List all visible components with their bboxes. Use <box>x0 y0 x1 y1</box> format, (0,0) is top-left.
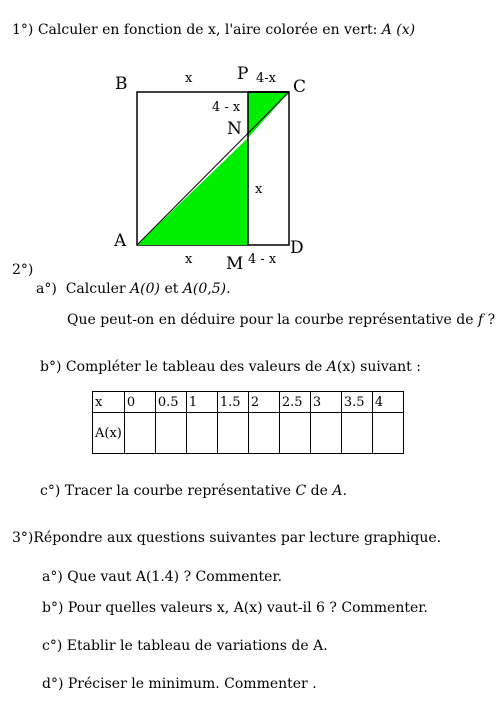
table-empty-cell[interactable] <box>155 413 186 454</box>
question-2a-expr2: A(0,5). <box>182 281 231 297</box>
table-header-cell: 1.5 <box>217 392 248 413</box>
question-2b-expr2: (x) suivant : <box>336 359 421 375</box>
question-3c <box>42 638 328 654</box>
dim-bottom-x: x <box>185 252 193 267</box>
question-2c-a: A. <box>332 483 347 499</box>
green-region-pcn <box>248 92 289 138</box>
question-3-text: Répondre aux questions suivantes par lecture graphique. <box>33 530 442 546</box>
dim-top-x: x <box>185 71 193 86</box>
label-d: D <box>290 238 304 258</box>
label-b: B <box>115 74 128 94</box>
question-3d-text: Préciser le minimum. Commenter . <box>67 676 317 692</box>
question-1-number: 1°) <box>12 22 34 38</box>
table-empty-cell[interactable] <box>310 413 341 454</box>
question-2b-expr: A <box>326 359 337 375</box>
question-2c-text: Tracer la courbe représentative <box>64 483 292 499</box>
question-3a <box>42 569 282 585</box>
values-table-ax-row <box>93 413 404 454</box>
question-2a-f: f <box>477 312 484 328</box>
label-a: A <box>114 231 127 251</box>
question-2-number: 2°) <box>12 262 34 278</box>
table-empty-cell[interactable] <box>186 413 217 454</box>
label-c: C <box>293 77 307 97</box>
question-3b <box>42 600 428 616</box>
question-3 <box>12 530 441 546</box>
table-header-cell: x <box>93 392 125 413</box>
table-header-cell: 2.5 <box>279 392 310 413</box>
dim-top-4x: 4-x <box>256 71 276 86</box>
question-2c-curve: C <box>295 483 307 499</box>
question-3c-text: Etablir le tableau de variations de A. <box>66 638 328 654</box>
question-2a-followup <box>67 312 495 328</box>
question-3c-label: c°) <box>42 638 63 654</box>
table-row-label: A(x) <box>93 413 125 454</box>
question-3b-text: Pour quelles valeurs x, A(x) vaut-il 6 ? Commenter. <box>67 600 428 616</box>
question-2a-expr1: A(0) <box>130 281 160 297</box>
values-table-header-row <box>93 392 404 413</box>
values-table <box>92 391 404 454</box>
table-empty-cell[interactable] <box>279 413 310 454</box>
table-header-cell: 2 <box>248 392 279 413</box>
question-2a-and: et <box>164 281 179 297</box>
table-header-cell: 1 <box>186 392 217 413</box>
label-n: N <box>227 119 242 139</box>
dim-right-x: x <box>255 182 263 197</box>
question-2a-label: a°) <box>36 281 57 297</box>
label-p: P <box>237 64 249 84</box>
question-3b-label: b°) <box>42 600 64 616</box>
question-3d <box>42 676 317 692</box>
table-empty-cell[interactable] <box>217 413 248 454</box>
table-header-cell: 4 <box>372 392 403 413</box>
question-2c-label: c°) <box>40 483 61 499</box>
table-empty-cell[interactable] <box>372 413 403 454</box>
question-3a-label: a°) <box>42 569 63 585</box>
table-header-cell: 0.5 <box>155 392 186 413</box>
green-triangle-amn <box>137 138 248 245</box>
table-header-cell: 3.5 <box>341 392 372 413</box>
label-m: M <box>226 254 244 274</box>
question-3d-label: d°) <box>42 676 64 692</box>
table-empty-cell[interactable] <box>124 413 155 454</box>
question-2b <box>40 359 421 375</box>
dim-bottom-4x: 4 - x <box>248 252 277 267</box>
question-2c <box>40 483 347 499</box>
question-2c-de: de <box>310 483 328 499</box>
question-2a-text: Calculer <box>65 281 126 297</box>
table-empty-cell[interactable] <box>341 413 372 454</box>
question-2b-text: Compléter le tableau des valeurs de <box>65 359 323 375</box>
table-empty-cell[interactable] <box>248 413 279 454</box>
question-2a-followup-text: Que peut-on en déduire pour la courbe représentative de <box>67 312 474 328</box>
question-2a <box>36 281 231 297</box>
dim-inner-4x: 4 - x <box>212 100 241 115</box>
table-header-cell: 0 <box>124 392 155 413</box>
question-1-expression: A (x) <box>381 22 416 38</box>
question-2b-label: b°) <box>40 359 62 375</box>
table-header-cell: 3 <box>310 392 341 413</box>
question-2a-qmark: ? <box>483 312 496 328</box>
question-3-number: 3°) <box>12 530 34 546</box>
question-3a-text: Que vaut A(1.4) ? Commenter. <box>67 569 283 585</box>
question-1-text: Calculer en fonction de x, l'aire colorée en vert: <box>37 22 378 38</box>
